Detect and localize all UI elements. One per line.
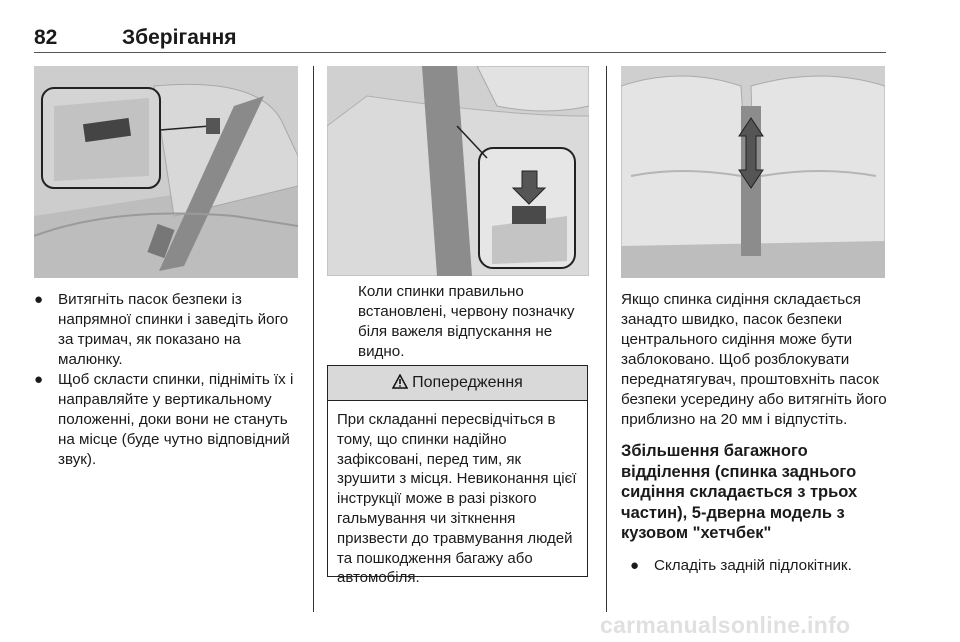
- column-divider: [606, 66, 607, 612]
- figure-center-belt: [621, 66, 885, 278]
- watermark: carmanualsonline.info: [600, 612, 851, 638]
- list-item-text: Складіть задній підлокітник.: [654, 557, 852, 574]
- paragraph: Якщо спинка сидіння складається занадто швидко, пасок безпеки центрального сидіння може бути заблоковано. Щоб розблокувати переднатягувач, проштовхніть пасок безпеки усередину або витягніть його приблизно на 20 мм і відпустіть.: [621, 291, 887, 428]
- bullet-dot: ●: [34, 371, 44, 388]
- list-item-text: Витягніть пасок безпеки із напрямної спинки і заведіть його за тримач, як показано на малюнку.: [58, 291, 289, 368]
- bullet-dot: ●: [34, 291, 44, 308]
- header-rule: [34, 52, 886, 53]
- warning-triangle-icon: [392, 366, 408, 400]
- bullet-dot: ●: [630, 557, 640, 574]
- column-divider: [313, 66, 314, 612]
- section-title: Зберігання: [122, 26, 237, 49]
- paragraph: Коли спинки правильно встановлені, червону позначку біля важеля відпускання не видно.: [358, 283, 575, 360]
- warning-text: При складанні пересвідчіться в тому, що спинки надійно зафіксовані, перед тим, як зрушити з місця. Невиконання цієї інструкції може в разі різкого гальмування чи зіткнення призвести до травмування людей та пошкодження багажу або автомобіля.: [337, 411, 577, 587]
- warning-header: [328, 366, 587, 401]
- warning-title: Попередження: [412, 374, 523, 391]
- warning-box: [327, 365, 588, 587]
- subheading: Збільшення багажного відділення (спинка заднього сидіння складається з трьох частин), 5-дверна модель з кузовом "хетчбек": [621, 442, 858, 542]
- page-number: 82: [34, 26, 58, 49]
- figure-release-lever: [327, 66, 589, 276]
- list-item-text: Щоб скласти спинки, підніміть їх і направляйте у вертикальному положенні, доки вони не стануть на місце (буде чутно відповідний звук).: [58, 371, 294, 468]
- figure-belt-holder: [34, 66, 298, 278]
- page-header: [34, 26, 886, 52]
